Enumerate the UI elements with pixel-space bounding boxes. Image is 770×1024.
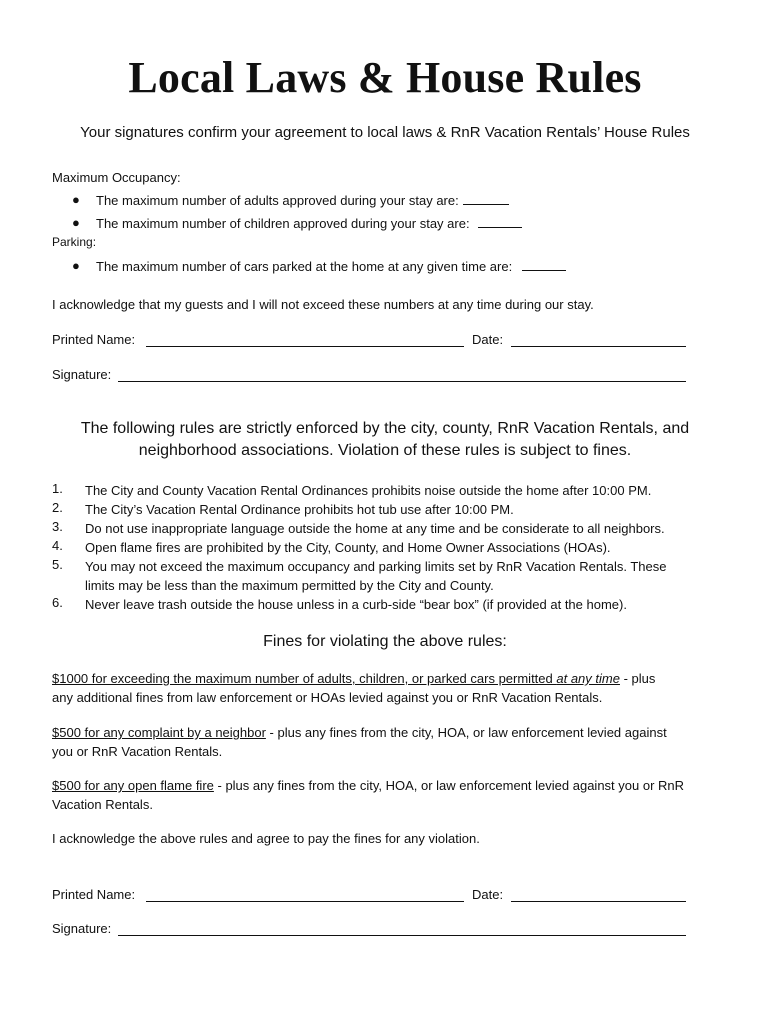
fines-heading: Fines for violating the above rules: <box>263 633 507 650</box>
children-label: The maximum number of children approved during your stay are: <box>96 216 470 231</box>
enforced-heading-line2: neighborhood associations. Violation of these rules is subject to fines. <box>138 442 632 459</box>
rule-item: Do not use inappropriate language outside the home at any time and be considerate to all neighbors. <box>85 521 665 536</box>
cars-blank[interactable] <box>522 257 566 271</box>
fine-adults <box>52 669 732 688</box>
printed-name-label: Printed Name: <box>52 887 136 902</box>
parking-heading: Parking: <box>52 235 97 249</box>
date-field[interactable] <box>511 900 686 902</box>
fine-neighbor <box>52 723 732 742</box>
subtitle: Your signatures confirm your agreement to local laws & RnR Vacation Rentals’ House Rules <box>80 124 690 141</box>
fine-neighbor-amount: $500 for any complaint by a neighbor <box>52 725 266 740</box>
signature-field[interactable] <box>118 934 686 936</box>
adults-bullet <box>96 191 509 210</box>
fine-fire-amount: $500 for any open flame fire <box>52 778 214 793</box>
fine-adults-emphasis: at any time <box>556 671 620 686</box>
printed-name-field[interactable] <box>146 900 464 902</box>
rule-number: 5. <box>52 557 63 572</box>
rule-item: You may not exceed the maximum occupancy and parking limits set by RnR Vacation Rentals. These <box>85 559 667 574</box>
adults-label: The maximum number of adults approved during your stay are: <box>96 193 459 208</box>
fine-fire-rest: - plus any fines from the city, HOA, or law enforcement levied against you or RnR <box>213 778 685 793</box>
cars-bullet <box>96 257 566 276</box>
fine-adults-amount: $1000 for exceeding the maximum number of adults, children, or parked cars permitted <box>52 671 557 686</box>
rule-item-continued: limits may be less than the maximum permitted by the City and County. <box>85 578 494 593</box>
fine-fire <box>52 776 732 795</box>
fine-fire-continued: Vacation Rentals. <box>52 797 153 812</box>
date-field[interactable] <box>511 345 686 347</box>
rule-item: The City’s Vacation Rental Ordinance prohibits hot tub use after 10:00 PM. <box>85 502 514 517</box>
enforced-heading-line1: The following rules are strictly enforced by the city, county, RnR Vacation Rentals, and <box>80 420 690 437</box>
children-bullet <box>96 214 522 233</box>
fine-neighbor-continued: you or RnR Vacation Rentals. <box>52 744 223 759</box>
rule-number: 2. <box>52 500 63 515</box>
fine-adults-rest: - plus <box>619 671 656 686</box>
rule-item: Open flame fires are prohibited by the City, County, and Home Owner Associations (HOAs). <box>85 540 611 555</box>
date-label: Date: <box>472 887 504 902</box>
rule-item: Never leave trash outside the house unless in a curb-side “bear box” (if provided at the home). <box>85 597 627 612</box>
adults-blank[interactable] <box>463 191 509 205</box>
date-label: Date: <box>472 332 504 347</box>
signature-label: Signature: <box>52 921 112 936</box>
bullet-icon: ● <box>72 192 80 207</box>
rule-number: 3. <box>52 519 63 534</box>
bullet-icon: ● <box>72 215 80 230</box>
children-blank[interactable] <box>478 214 522 228</box>
rule-number: 1. <box>52 481 63 496</box>
signature-field[interactable] <box>118 380 686 382</box>
rule-number: 6. <box>52 595 63 610</box>
page-title: Local Laws & House Rules <box>128 53 642 102</box>
bullet-icon: ● <box>72 258 80 273</box>
acknowledgement-1: I acknowledge that my guests and I will not exceed these numbers at any time during our stay. <box>52 297 594 312</box>
cars-label: The maximum number of cars parked at the home at any given time are: <box>96 259 513 274</box>
signature-label: Signature: <box>52 367 112 382</box>
fine-neighbor-rest: - plus any fines from the city, HOA, or law enforcement levied against <box>265 725 667 740</box>
acknowledgement-2: I acknowledge the above rules and agree to pay the fines for any violation. <box>52 831 480 846</box>
printed-name-field[interactable] <box>146 345 464 347</box>
occupancy-heading: Maximum Occupancy: <box>52 170 181 185</box>
fine-adults-continued: any additional fines from law enforcement or HOAs levied against you or RnR Vacation Rentals. <box>52 690 603 705</box>
printed-name-label: Printed Name: <box>52 332 136 347</box>
rule-number: 4. <box>52 538 63 553</box>
rule-item: The City and County Vacation Rental Ordinances prohibits noise outside the home after 10:00 PM. <box>85 483 652 498</box>
